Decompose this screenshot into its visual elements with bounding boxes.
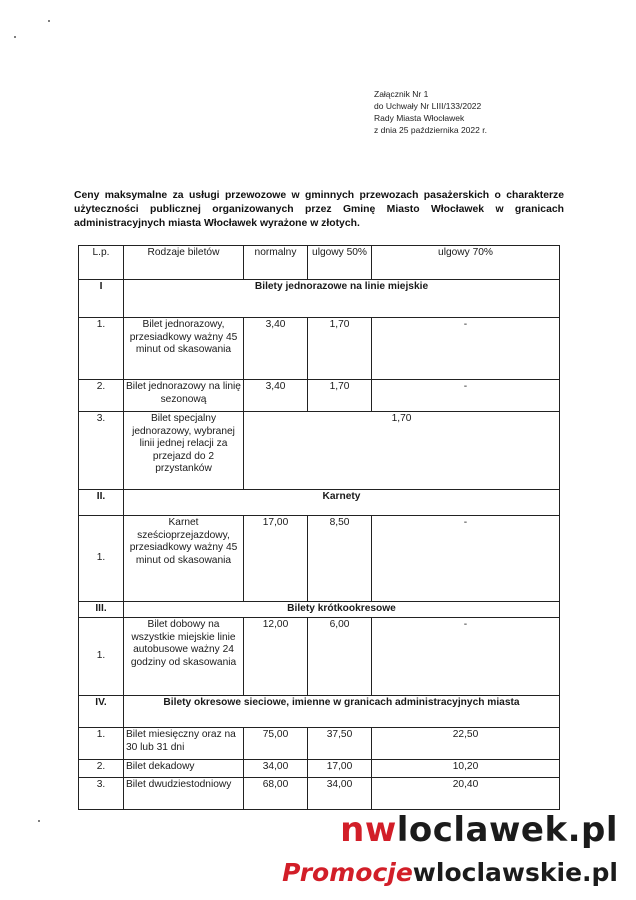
row-reduced50-price: 34,00 — [308, 778, 372, 810]
row-ticket-name: Bilet dekadowy — [124, 760, 244, 778]
table-row — [79, 778, 560, 810]
row-ticket-name: Bilet jednorazowy na linię sezonową — [124, 380, 244, 412]
section-row — [79, 490, 560, 516]
section-title: Bilety krótkookresowe — [124, 602, 560, 618]
row-reduced50-price: 1,70 — [308, 318, 372, 380]
table-row — [79, 728, 560, 760]
row-ticket-name: Bilet jednorazowy, przesiadkowy ważny 45 minut od skasowania — [124, 318, 244, 380]
row-reduced50-price: 1,70 — [308, 380, 372, 412]
header-reduced-70: ulgowy 70% — [372, 246, 560, 280]
row-reduced70-price: 22,50 — [372, 728, 560, 760]
row-lp: 3. — [79, 412, 124, 490]
section-number: IV. — [79, 696, 124, 728]
header-ticket-type: Rodzaje biletów — [124, 246, 244, 280]
row-ticket-name: Bilet dwudziestodniowy — [124, 778, 244, 810]
attachment-line: do Uchwały Nr LIII/133/2022 — [374, 101, 482, 111]
price-table — [78, 245, 560, 810]
document-heading: Ceny maksymalne za usługi przewozowe w gminnych przewozach pasażerskich o charakterze użyteczności publicznej organizowanych przez Gminę Miasto Włocławek w granicach administracyjnych miasta Włocławek wyrażone w złotych. — [74, 190, 564, 229]
section-number: II. — [79, 490, 124, 516]
row-ticket-name: Bilet specjalny jednorazowy, wybranej linii jednej relacji za przejazd do 2 przystanków — [124, 412, 244, 490]
row-normal-price: 12,00 — [244, 618, 308, 696]
row-ticket-name: Karnet sześcioprzejazdowy, przesiadkowy ważny 45 minut od skasowania — [124, 516, 244, 602]
row-ticket-name: Bilet miesięczny oraz na 30 lub 31 dni — [124, 728, 244, 760]
watermark-nwloclawek — [0, 810, 618, 850]
section-number: I — [79, 280, 124, 318]
section-row — [79, 602, 560, 618]
attachment-line: z dnia 25 października 2022 r. — [374, 125, 487, 135]
section-number: III. — [79, 602, 124, 618]
row-reduced70-price: - — [372, 618, 560, 696]
table-row — [79, 380, 560, 412]
table-row — [79, 318, 560, 380]
attachment-line: Załącznik Nr 1 — [374, 89, 429, 99]
header-reduced-50: ulgowy 50% — [308, 246, 372, 280]
row-lp: 1. — [79, 728, 124, 760]
row-normal-price: 75,00 — [244, 728, 308, 760]
row-lp: 2. — [79, 760, 124, 778]
row-normal-price: 3,40 — [244, 380, 308, 412]
attachment-line: Rady Miasta Włocławek — [374, 113, 465, 123]
table-row — [79, 412, 560, 490]
attachment-note — [374, 88, 487, 136]
row-reduced50-price: 8,50 — [308, 516, 372, 602]
section-title: Bilety okresowe sieciowe, imienne w granicach administracyjnych miasta — [124, 696, 560, 728]
row-flat-price: 1,70 — [244, 412, 560, 490]
scan-speck — [14, 36, 16, 38]
row-reduced50-price: 37,50 — [308, 728, 372, 760]
row-reduced50-price: 17,00 — [308, 760, 372, 778]
section-row — [79, 280, 560, 318]
row-reduced70-price: - — [372, 380, 560, 412]
scan-speck — [48, 20, 50, 22]
row-lp: 1. — [79, 516, 124, 602]
row-reduced70-price: - — [372, 318, 560, 380]
row-normal-price: 68,00 — [244, 778, 308, 810]
watermark-red-part: nw — [340, 810, 397, 850]
watermark-dark-part: wloclawskie.pl — [412, 858, 618, 887]
table-row — [79, 516, 560, 602]
row-normal-price: 17,00 — [244, 516, 308, 602]
row-lp: 3. — [79, 778, 124, 810]
row-normal-price: 3,40 — [244, 318, 308, 380]
header-lp: L.p. — [79, 246, 124, 280]
row-lp: 1. — [79, 618, 124, 696]
table-row — [79, 618, 560, 696]
watermark-dark-part: loclawek.pl — [396, 810, 618, 850]
table-row — [79, 760, 560, 778]
row-reduced70-price: - — [372, 516, 560, 602]
row-lp: 1. — [79, 318, 124, 380]
section-row — [79, 696, 560, 728]
header-normal: normalny — [244, 246, 308, 280]
row-reduced50-price: 6,00 — [308, 618, 372, 696]
row-ticket-name: Bilet dobowy na wszystkie miejskie linie autobusowe ważny 24 godziny od skasowania — [124, 618, 244, 696]
row-reduced70-price: 20,40 — [372, 778, 560, 810]
row-normal-price: 34,00 — [244, 760, 308, 778]
section-title: Karnety — [124, 490, 560, 516]
watermark-promocje — [0, 858, 618, 887]
watermark-red-part: Promocje — [282, 858, 413, 887]
row-reduced70-price: 10,20 — [372, 760, 560, 778]
row-lp: 2. — [79, 380, 124, 412]
section-title: Bilety jednorazowe na linie miejskie — [124, 280, 560, 318]
table-header-row — [79, 246, 560, 280]
